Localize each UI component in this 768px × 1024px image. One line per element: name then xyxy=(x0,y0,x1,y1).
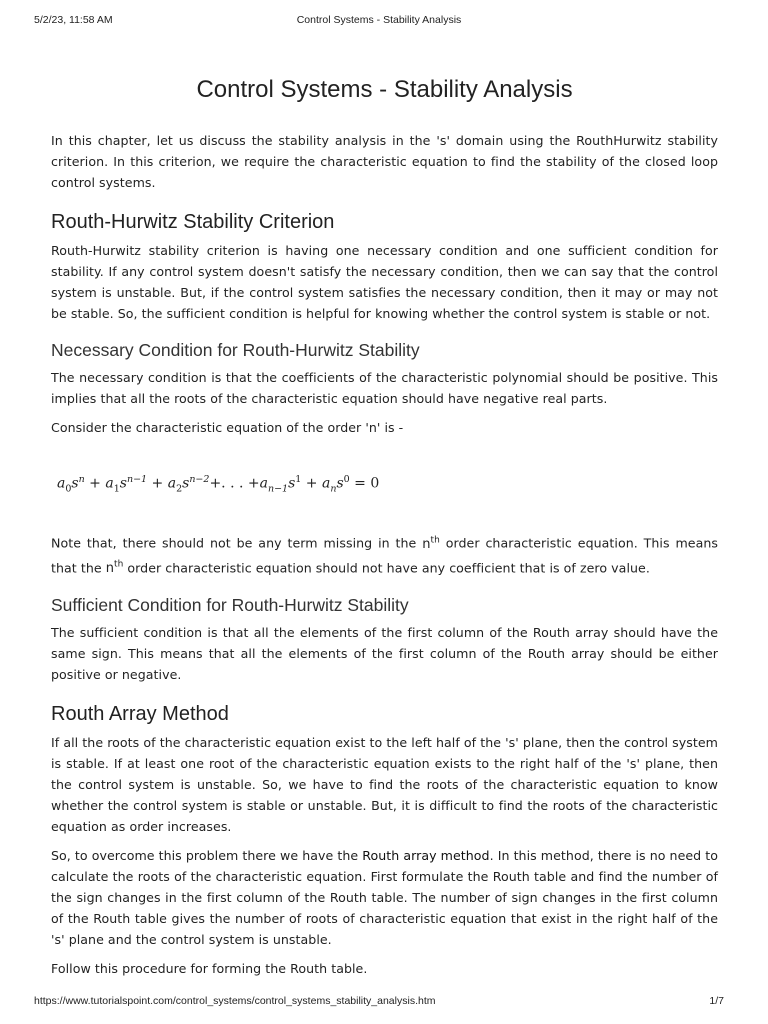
sufficient-paragraph: The sufficient condition is that all the elements of the first column of the Routh array should have the same sign. This means that all the elements of the first column of the Routh array should be either positive or negative. xyxy=(51,625,718,683)
necessary-paragraph-2: Consider the characteristic equation of the order 'n' is - xyxy=(51,420,404,435)
print-header xyxy=(34,14,724,30)
sufficient-condition-heading: Sufficient Condition for Routh-Hurwitz Stability xyxy=(51,595,409,616)
necessary-condition-heading: Necessary Condition for Routh-Hurwitz Stability xyxy=(51,340,420,360)
print-footer xyxy=(34,995,724,1011)
routh-array-paragraph-3: Follow this procedure for forming the Routh table. xyxy=(51,961,368,977)
necessary-paragraph-1: The necessary condition is that the coefficients of the characteristic polynomial should be positive. This implies that all the roots of the characteristic equation should have negative real parts. xyxy=(51,370,718,406)
nth-order-note: Note that, there should not be any term missing in the $n^{th}$ order characteristic equation. This means that the $n^{th}$ order characteristic equation should not have any coefficient that is of zero value. xyxy=(51,535,718,577)
s-domain-highlight: 's' xyxy=(436,133,451,148)
routh-hurwitz-heading: Routh-Hurwitz Stability Criterion xyxy=(51,211,335,233)
routh-hurwitz-paragraph: Routh-Hurwitz stability criterion is having one necessary condition and one sufficient condition for stability. If any control system doesn't satisfy the necessary condition, then we can say that the control system is unstable. But, if the control system satisfies the necessary condition, then it may or may not be stable. So, the sufficient condition is helpful for knowing whether the control system is stable or not. xyxy=(51,243,718,321)
characteristic-equation: $a_0s^n + a_1s^{n-1} + a_2s^{n-2}+$. . . $+a_{n-1}s^1 + a_ns^0 = 0$ xyxy=(57,474,380,495)
article xyxy=(51,76,718,987)
intro-paragraph: In this chapter, let us discuss the stability analysis in the 's' domain using the RouthHurwitz stability criterion. In this criterion, we require the characteristic equation to find the stability of the closed loop control systems. xyxy=(51,133,719,190)
print-datetime: 5/2/23, 11:58 AM xyxy=(34,14,113,26)
page-number: 1/7 xyxy=(709,995,724,1007)
routh-array-paragraph-2: So, to overcome this problem there we have the Routh array method. In this method, there is no need to calculate the roots of the characteristic equation. First formulate the Routh table and find the number of the sign changes in the first column of the Routh table. The number of sign changes in the first column of the Routh table gives the number of roots of characteristic equation that exist in the right half of the 's' plane and the control system is unstable. xyxy=(51,848,719,948)
routh-array-heading: Routh Array Method xyxy=(51,703,229,726)
print-url: https://www.tutorialspoint.com/control_systems/control_systems_stability_analysis.htm xyxy=(34,995,436,1007)
routh-array-method-link[interactable]: Routh array method xyxy=(362,848,490,864)
routh-array-paragraph-1: If all the roots of the characteristic equation exist to the left half of the 's' plane, then the control system is stable. If at least one root of the characteristic equation exists to the right half of the 's' plane, then the control system is unstable. So, we have to find the roots of the characteristic equation to know whether the control system is stable or unstable. But, it is difficult to find the roots of the characteristic equation as order increases. xyxy=(51,735,718,835)
print-doc-title: Control Systems - Stability Analysis xyxy=(296,14,462,26)
page-title: Control Systems - Stability Analysis xyxy=(196,76,573,103)
